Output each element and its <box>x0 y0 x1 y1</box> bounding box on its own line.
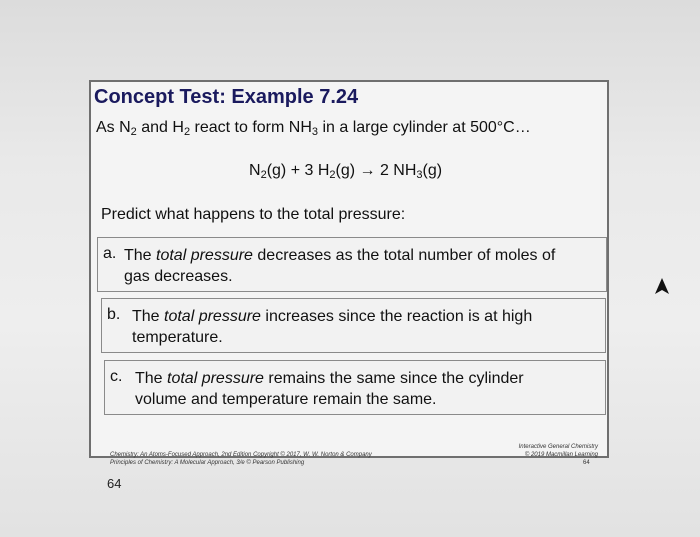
choice-b[interactable] <box>101 298 606 353</box>
credit-line: Interactive General Chemistry <box>518 444 598 450</box>
source-credit-left <box>110 451 372 467</box>
credit-line: Chemistry: An Atoms-Focused Approach, 2nd Edition Copyright © 2017, W. W. Norton & Company <box>110 452 372 458</box>
credit-line: Principles of Chemistry: A Molecular Approach, 3/e © Pearson Publishing <box>110 460 305 466</box>
page-number: 64 <box>107 476 122 491</box>
choice-c[interactable] <box>104 360 606 415</box>
reaction-equation: $N_2(g) + 3$ $H_2(g) \to 2$ $NH_3(g)$ <box>249 162 443 181</box>
mouse-cursor-icon <box>655 278 669 296</box>
choice-a[interactable] <box>97 237 607 292</box>
slide-number: 64 <box>583 460 590 466</box>
choice-text: The total pressure remains the same since the cylinder volume and temperature remain the same. <box>135 370 524 408</box>
choice-letter: b. <box>107 306 121 323</box>
source-credit-right <box>508 443 598 459</box>
slide-title: Concept Test: Example 7.24 <box>94 86 359 108</box>
choice-letter: c. <box>110 368 123 385</box>
choice-text: The total pressure decreases as the total number of moles of gas decreases. <box>124 247 556 285</box>
credit-line: © 2019 Macmillan Learning <box>524 452 598 458</box>
intro-text: As $N_2$ and $H_2$ react to form $NH_3$ in a large cylinder at 500°C… <box>96 119 531 138</box>
question-prompt: Predict what happens to the total pressure: <box>101 206 406 223</box>
choice-text: The total pressure increases since the reaction is at high temperature. <box>132 308 533 346</box>
choice-letter: a. <box>103 245 117 262</box>
